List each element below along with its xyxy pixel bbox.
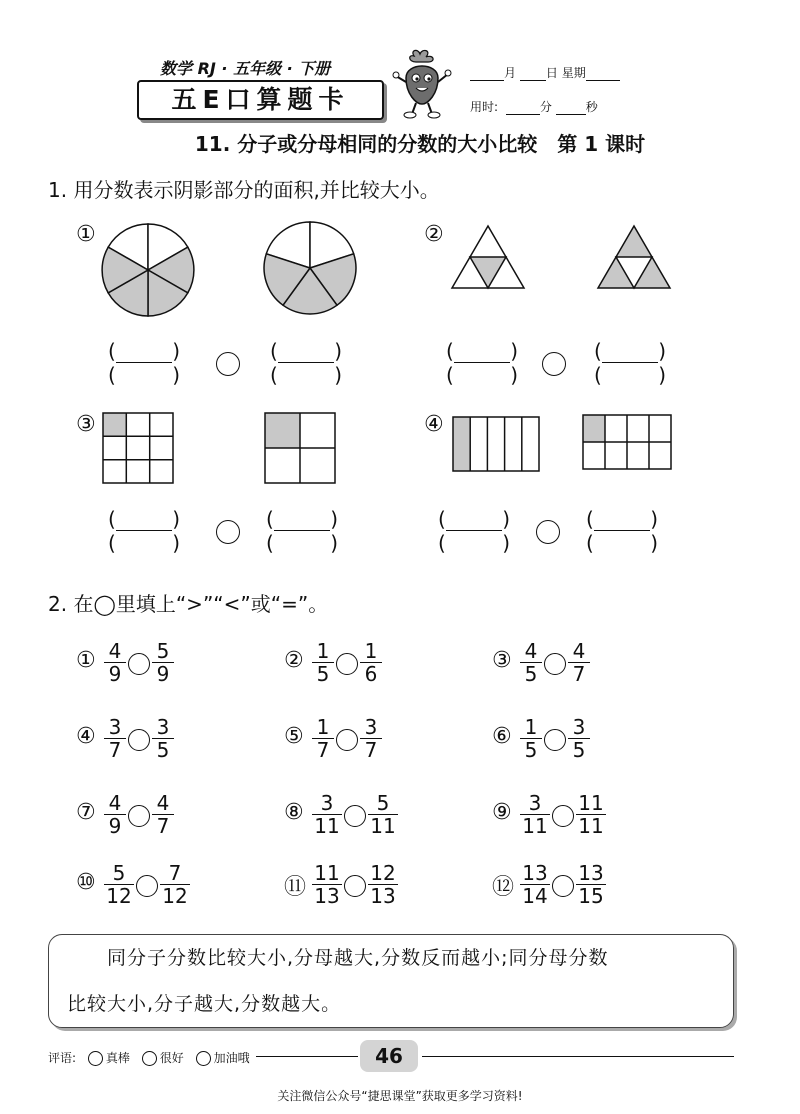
paren-close: ) bbox=[172, 339, 180, 363]
fraction-left bbox=[520, 640, 542, 685]
numerator: 7 bbox=[168, 861, 182, 885]
card-title: 五E口算题卡 bbox=[137, 80, 384, 120]
numerator: 4 bbox=[156, 791, 170, 815]
numerator: 5 bbox=[156, 639, 170, 663]
day-label: 日 bbox=[545, 66, 558, 80]
fraction-right bbox=[568, 716, 590, 761]
numerator: 1 bbox=[524, 715, 538, 739]
problem-marker: ⑦ bbox=[76, 800, 96, 825]
fraction-bar bbox=[454, 362, 510, 363]
month-blank[interactable] bbox=[470, 68, 504, 81]
review-label: 评语: bbox=[48, 1051, 77, 1065]
paren-open: ( bbox=[108, 339, 116, 363]
problem-marker: ② bbox=[284, 648, 304, 673]
paren-close: ) bbox=[510, 339, 518, 363]
fraction-bar bbox=[116, 530, 172, 531]
compare-circle[interactable] bbox=[344, 805, 366, 827]
denominator: 5 bbox=[520, 738, 542, 761]
fraction-right bbox=[160, 862, 190, 907]
time-label: 用时: bbox=[470, 100, 499, 114]
paren-open: ( bbox=[108, 531, 116, 555]
figure-marker-3: ③ bbox=[76, 412, 96, 437]
fraction-answer-blank[interactable] bbox=[438, 508, 510, 554]
fraction-right bbox=[360, 640, 382, 685]
compare-circle[interactable] bbox=[336, 653, 358, 675]
question-2-title: 2. 在◯里填上“>”“<”或“=”。 bbox=[48, 592, 329, 616]
minutes-blank[interactable] bbox=[506, 102, 540, 115]
paren-close: ) bbox=[330, 531, 338, 555]
numerator: 1 bbox=[316, 715, 330, 739]
numerator: 1 bbox=[316, 639, 330, 663]
compare-circle[interactable] bbox=[128, 729, 150, 751]
paren-close: ) bbox=[330, 507, 338, 531]
problem-marker: ③ bbox=[492, 648, 512, 673]
lesson-title: 11. 分子或分母相同的分数的大小比较 第 1 课时 bbox=[194, 132, 646, 156]
denominator: 12 bbox=[104, 884, 134, 907]
fraction-right bbox=[568, 640, 590, 685]
numerator: 3 bbox=[320, 791, 334, 815]
fraction-left bbox=[520, 792, 550, 837]
denominator: 9 bbox=[104, 814, 126, 837]
denominator: 6 bbox=[360, 662, 382, 685]
rating-great-label: 真棒 bbox=[105, 1051, 130, 1065]
tip-line-2: 比较大小,分子越大,分数越大。 bbox=[67, 993, 342, 1015]
fraction-left bbox=[312, 792, 342, 837]
grid-one-tenth-figure bbox=[582, 414, 672, 470]
weekday-blank[interactable] bbox=[586, 68, 620, 81]
fraction-right bbox=[368, 862, 398, 907]
paren-open: ( bbox=[586, 507, 594, 531]
problem-marker: ④ bbox=[76, 724, 96, 749]
compare-circle[interactable] bbox=[216, 352, 240, 376]
fraction-answer-blank[interactable] bbox=[594, 340, 666, 386]
paren-close: ) bbox=[502, 531, 510, 555]
paren-close: ) bbox=[172, 363, 180, 387]
problem-marker: ⑫ bbox=[492, 875, 515, 900]
fraction-answer-blank[interactable] bbox=[446, 340, 518, 386]
fraction-left bbox=[312, 862, 342, 907]
problem-marker: ⑨ bbox=[492, 800, 512, 825]
denominator: 13 bbox=[368, 884, 398, 907]
denominator: 13 bbox=[312, 884, 342, 907]
problem-marker: ⑤ bbox=[284, 724, 304, 749]
fraction-bar bbox=[274, 530, 330, 531]
figure-marker-2: ② bbox=[424, 222, 444, 247]
paren-close: ) bbox=[658, 363, 666, 387]
numerator: 3 bbox=[528, 791, 542, 815]
fraction-bar bbox=[594, 530, 650, 531]
paren-close: ) bbox=[650, 531, 658, 555]
denominator: 5 bbox=[568, 738, 590, 761]
mascot-icon bbox=[392, 48, 452, 120]
compare-circle[interactable] bbox=[544, 729, 566, 751]
good-face-icon[interactable] bbox=[142, 1051, 157, 1066]
denominator: 7 bbox=[104, 738, 126, 761]
day-blank[interactable] bbox=[520, 68, 546, 81]
try-harder-face-icon[interactable] bbox=[196, 1051, 211, 1066]
fraction-right bbox=[368, 792, 398, 837]
denominator: 11 bbox=[368, 814, 398, 837]
triangle-three-quarters-figure bbox=[594, 222, 674, 292]
strip-one-fifth-figure bbox=[452, 416, 540, 472]
fraction-right bbox=[576, 792, 606, 837]
fraction-left bbox=[520, 862, 550, 907]
compare-circle[interactable] bbox=[216, 520, 240, 544]
numerator: 4 bbox=[524, 639, 538, 663]
weekday-label: 星期 bbox=[561, 66, 586, 80]
great-face-icon[interactable] bbox=[88, 1051, 103, 1066]
fraction-bar bbox=[602, 362, 658, 363]
numerator: 4 bbox=[572, 639, 586, 663]
date-line bbox=[470, 64, 620, 81]
fraction-answer-blank[interactable] bbox=[586, 508, 658, 554]
fraction-answer-blank[interactable] bbox=[108, 340, 180, 386]
paren-open: ( bbox=[266, 531, 274, 555]
problem-marker: ⑪ bbox=[284, 875, 307, 900]
paren-close: ) bbox=[658, 339, 666, 363]
paren-close: ) bbox=[334, 339, 342, 363]
footer-rule-right bbox=[422, 1056, 734, 1057]
rating-good-label: 很好 bbox=[159, 1051, 184, 1065]
numerator: 5 bbox=[376, 791, 390, 815]
rating-try-harder-label: 加油哦 bbox=[213, 1051, 250, 1065]
fraction-right bbox=[152, 792, 174, 837]
paren-open: ( bbox=[594, 363, 602, 387]
fraction-left bbox=[104, 640, 126, 685]
problem-marker: ① bbox=[76, 648, 96, 673]
review-ratings bbox=[48, 1049, 256, 1066]
compare-circle[interactable] bbox=[542, 352, 566, 376]
fraction-right bbox=[360, 716, 382, 761]
denominator: 7 bbox=[360, 738, 382, 761]
fraction-left bbox=[312, 640, 334, 685]
denominator: 7 bbox=[568, 662, 590, 685]
paren-close: ) bbox=[334, 363, 342, 387]
fraction-left bbox=[104, 716, 126, 761]
fraction-left bbox=[520, 716, 542, 761]
fraction-answer-blank[interactable] bbox=[266, 508, 338, 554]
denominator: 11 bbox=[576, 814, 606, 837]
numerator: 13 bbox=[522, 861, 548, 885]
paren-close: ) bbox=[172, 507, 180, 531]
denominator: 11 bbox=[520, 814, 550, 837]
bottom-note: 关注微信公众号“捷思课堂”获取更多学习资料! bbox=[277, 1089, 523, 1103]
denominator: 5 bbox=[152, 738, 174, 761]
fraction-left bbox=[104, 862, 134, 907]
figure-marker-4: ④ bbox=[424, 412, 444, 437]
paren-open: ( bbox=[446, 363, 454, 387]
fraction-bar bbox=[278, 362, 334, 363]
numerator: 11 bbox=[314, 861, 340, 885]
fraction-right bbox=[152, 640, 174, 685]
fraction-left bbox=[104, 792, 126, 837]
paren-open: ( bbox=[586, 531, 594, 555]
paren-close: ) bbox=[502, 507, 510, 531]
numerator: 13 bbox=[578, 861, 604, 885]
compare-circle[interactable] bbox=[344, 875, 366, 897]
fraction-answer-blank[interactable] bbox=[270, 340, 342, 386]
problem-marker: ⑧ bbox=[284, 800, 304, 825]
denominator: 14 bbox=[520, 884, 550, 907]
denominator: 9 bbox=[104, 662, 126, 685]
paren-open: ( bbox=[594, 339, 602, 363]
tip-box bbox=[48, 934, 734, 1028]
paren-open: ( bbox=[438, 507, 446, 531]
compare-circle[interactable] bbox=[544, 653, 566, 675]
fraction-right bbox=[152, 716, 174, 761]
denominator: 7 bbox=[312, 738, 334, 761]
paren-open: ( bbox=[446, 339, 454, 363]
fraction-bar bbox=[446, 530, 502, 531]
numerator: 12 bbox=[370, 861, 396, 885]
denominator: 15 bbox=[576, 884, 606, 907]
subject-label: 数学 RJ · 五年级 · 下册 bbox=[160, 59, 331, 78]
paren-close: ) bbox=[510, 363, 518, 387]
denominator: 5 bbox=[312, 662, 334, 685]
paren-open: ( bbox=[270, 363, 278, 387]
seconds-label: 秒 bbox=[585, 100, 598, 114]
paren-close: ) bbox=[650, 507, 658, 531]
problem-marker: ⑥ bbox=[492, 724, 512, 749]
compare-circle[interactable] bbox=[552, 805, 574, 827]
numerator: 4 bbox=[108, 791, 122, 815]
grid-one-ninth-figure bbox=[102, 412, 174, 484]
compare-circle[interactable] bbox=[136, 875, 158, 897]
page-number: 46 bbox=[360, 1040, 418, 1072]
compare-circle[interactable] bbox=[336, 729, 358, 751]
numerator: 1 bbox=[364, 639, 378, 663]
denominator: 12 bbox=[160, 884, 190, 907]
denominator: 7 bbox=[152, 814, 174, 837]
paren-open: ( bbox=[270, 339, 278, 363]
numerator: 3 bbox=[572, 715, 586, 739]
numerator: 11 bbox=[578, 791, 604, 815]
minutes-label: 分 bbox=[539, 100, 552, 114]
tip-line-1: 同分子分数比较大小,分母越大,分数反而越小;同分母分数 bbox=[67, 947, 609, 969]
fraction-answer-blank[interactable] bbox=[108, 508, 180, 554]
compare-circle[interactable] bbox=[536, 520, 560, 544]
time-line bbox=[470, 98, 598, 115]
fraction-right bbox=[576, 862, 606, 907]
paren-open: ( bbox=[266, 507, 274, 531]
paren-open: ( bbox=[108, 507, 116, 531]
pie-fifths-figure bbox=[262, 220, 358, 316]
numerator: 3 bbox=[364, 715, 378, 739]
paren-open: ( bbox=[438, 531, 446, 555]
month-label: 月 bbox=[504, 66, 517, 80]
problem-marker: ⑩ bbox=[76, 870, 96, 895]
numerator: 4 bbox=[108, 639, 122, 663]
compare-circle[interactable] bbox=[552, 875, 574, 897]
denominator: 5 bbox=[520, 662, 542, 685]
paren-open: ( bbox=[108, 363, 116, 387]
figure-marker-1: ① bbox=[76, 222, 96, 247]
triangle-one-quarter-figure bbox=[448, 222, 528, 292]
fraction-bar bbox=[116, 362, 172, 363]
pie-five-sixths-figure bbox=[100, 222, 196, 318]
compare-circle[interactable] bbox=[128, 805, 150, 827]
grid-one-quarter-figure bbox=[264, 412, 336, 484]
compare-circle[interactable] bbox=[128, 653, 150, 675]
numerator: 5 bbox=[112, 861, 126, 885]
seconds-blank[interactable] bbox=[556, 102, 586, 115]
numerator: 3 bbox=[108, 715, 122, 739]
denominator: 11 bbox=[312, 814, 342, 837]
paren-close: ) bbox=[172, 531, 180, 555]
numerator: 3 bbox=[156, 715, 170, 739]
fraction-left bbox=[312, 716, 334, 761]
denominator: 9 bbox=[152, 662, 174, 685]
question-1-title: 1. 用分数表示阴影部分的面积,并比较大小。 bbox=[48, 178, 440, 202]
